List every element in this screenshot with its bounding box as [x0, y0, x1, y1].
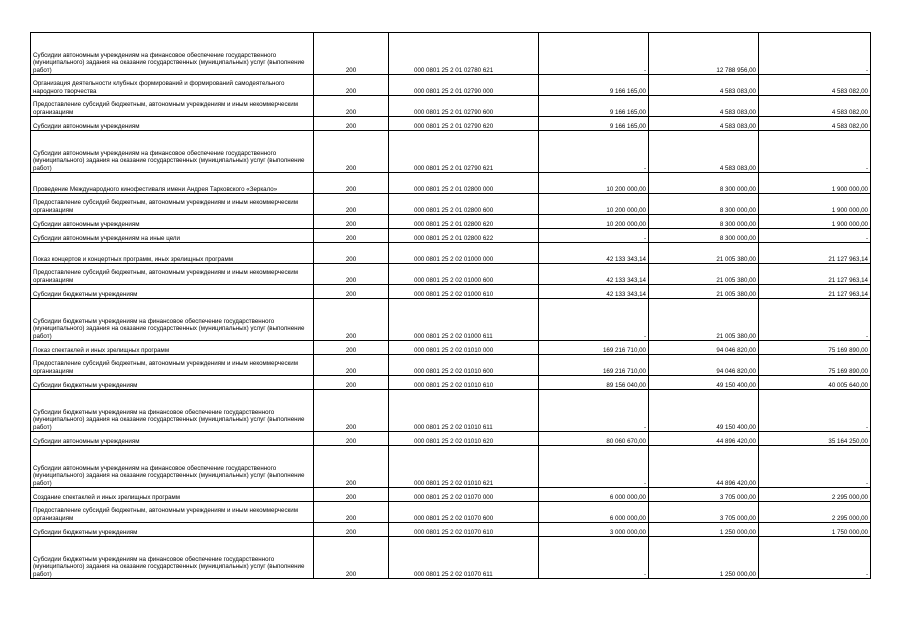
cell-kbk: 000 0801 25 2 02 01000 000: [389, 243, 539, 264]
cell-kbk: 000 0801 25 2 02 01070 000: [389, 488, 539, 502]
cell-amount-3: -: [759, 131, 871, 173]
cell-amount-3: 21 127 963,14: [759, 264, 871, 285]
cell-name: Показ концертов и концертных программ, иных зрелищных программ: [31, 243, 314, 264]
cell-name: Субсидии автономным учреждениям: [31, 215, 314, 229]
table-row: [31, 523, 871, 537]
cell-name: Организация деятельности клубных формирований и формирований самодеятельного народного творчества: [31, 75, 314, 96]
cell-code: 200: [314, 131, 389, 173]
cell-code: 200: [314, 215, 389, 229]
cell-amount-2: 94 046 820,00: [649, 355, 759, 376]
cell-amount-2: 4 583 083,00: [649, 131, 759, 173]
cell-amount-2: 49 150 400,00: [649, 390, 759, 432]
cell-name: Субсидии бюджетным учреждениям: [31, 285, 314, 299]
cell-amount-2: 94 046 820,00: [649, 341, 759, 355]
cell-amount-1: 9 166 165,00: [539, 96, 649, 117]
cell-code: 200: [314, 33, 389, 75]
cell-name: Субсидии автономным учреждениям: [31, 432, 314, 446]
cell-amount-1: 89 156 040,00: [539, 376, 649, 390]
cell-code: 200: [314, 194, 389, 215]
cell-amount-1: 10 200 000,00: [539, 173, 649, 194]
cell-amount-3: -: [759, 33, 871, 75]
cell-code: 200: [314, 432, 389, 446]
cell-amount-3: 1 900 000,00: [759, 194, 871, 215]
cell-code: 200: [314, 75, 389, 96]
cell-amount-1: 169 216 710,00: [539, 341, 649, 355]
cell-kbk: 000 0801 25 2 02 01070 611: [389, 537, 539, 579]
cell-amount-3: 75 169 890,00: [759, 341, 871, 355]
cell-amount-2: 3 705 000,00: [649, 502, 759, 523]
cell-amount-2: 8 300 000,00: [649, 173, 759, 194]
cell-code: 200: [314, 96, 389, 117]
table-row: [31, 131, 871, 173]
cell-name: Предоставление субсидий бюджетным, автономным учреждениям и иным некоммерческим организациям: [31, 264, 314, 285]
cell-kbk: 000 0801 25 2 02 01000 610: [389, 285, 539, 299]
cell-amount-3: 1 900 000,00: [759, 173, 871, 194]
cell-amount-1: -: [539, 229, 649, 243]
cell-amount-3: -: [759, 390, 871, 432]
budget-table-body: [31, 33, 871, 579]
cell-amount-3: 35 164 250,00: [759, 432, 871, 446]
cell-amount-2: 8 300 000,00: [649, 229, 759, 243]
cell-amount-1: -: [539, 446, 649, 488]
cell-code: 200: [314, 341, 389, 355]
cell-amount-2: 21 005 380,00: [649, 243, 759, 264]
table-row: [31, 117, 871, 131]
cell-amount-3: 1 750 000,00: [759, 523, 871, 537]
cell-kbk: 000 0801 25 2 02 01070 610: [389, 523, 539, 537]
cell-amount-3: 21 127 963,14: [759, 285, 871, 299]
cell-amount-3: 4 583 082,00: [759, 117, 871, 131]
cell-kbk: 000 0801 25 2 02 01010 620: [389, 432, 539, 446]
cell-name: Предоставление субсидий бюджетным, автономным учреждениям и иным некоммерческим организациям: [31, 96, 314, 117]
table-row: [31, 341, 871, 355]
cell-amount-2: 21 005 380,00: [649, 264, 759, 285]
cell-amount-3: 75 169 890,00: [759, 355, 871, 376]
cell-amount-3: 21 127 963,14: [759, 243, 871, 264]
cell-amount-1: 10 200 000,00: [539, 215, 649, 229]
cell-kbk: 000 0801 25 2 02 01010 000: [389, 341, 539, 355]
table-row: [31, 537, 871, 579]
cell-code: 200: [314, 229, 389, 243]
cell-amount-1: 80 060 670,00: [539, 432, 649, 446]
cell-amount-3: 2 295 000,00: [759, 502, 871, 523]
cell-amount-3: 1 900 000,00: [759, 215, 871, 229]
cell-amount-1: -: [539, 537, 649, 579]
table-row: [31, 355, 871, 376]
cell-code: 200: [314, 390, 389, 432]
cell-kbk: 000 0801 25 2 01 02790 620: [389, 117, 539, 131]
table-row: [31, 96, 871, 117]
cell-amount-1: 6 000 000,00: [539, 488, 649, 502]
cell-amount-2: 8 300 000,00: [649, 194, 759, 215]
cell-name: Субсидии автономным учреждениям на финансовое обеспечение государственного (муниципального) задания на оказание государственных (муниципальных) услуг (выполнение работ): [31, 33, 314, 75]
cell-name: Субсидии автономным учреждениям на финансовое обеспечение государственного (муниципального) задания на оказание государственных (муниципальных) услуг (выполнение работ): [31, 131, 314, 173]
cell-amount-1: 9 166 165,00: [539, 117, 649, 131]
budget-table: [30, 32, 871, 579]
cell-amount-2: 3 705 000,00: [649, 488, 759, 502]
cell-amount-1: -: [539, 390, 649, 432]
cell-kbk: 000 0801 25 2 01 02800 000: [389, 173, 539, 194]
table-row: [31, 432, 871, 446]
table-row: [31, 502, 871, 523]
cell-amount-2: 21 005 380,00: [649, 299, 759, 341]
cell-code: 200: [314, 376, 389, 390]
cell-amount-3: 2 295 000,00: [759, 488, 871, 502]
cell-amount-1: 169 216 710,00: [539, 355, 649, 376]
cell-kbk: 000 0801 25 2 02 01010 621: [389, 446, 539, 488]
table-row: [31, 264, 871, 285]
table-row: [31, 33, 871, 75]
cell-amount-1: 10 200 000,00: [539, 194, 649, 215]
cell-amount-3: -: [759, 229, 871, 243]
table-row: [31, 75, 871, 96]
table-row: [31, 215, 871, 229]
cell-kbk: 000 0801 25 2 01 02790 621: [389, 131, 539, 173]
cell-name: Субсидии автономным учреждениям на финансовое обеспечение государственного (муниципального) задания на оказание государственных (муниципальных) услуг (выполнение работ): [31, 446, 314, 488]
cell-kbk: 000 0801 25 2 01 02780 621: [389, 33, 539, 75]
cell-code: 200: [314, 285, 389, 299]
cell-kbk: 000 0801 25 2 01 02800 600: [389, 194, 539, 215]
cell-amount-1: 6 000 000,00: [539, 502, 649, 523]
cell-code: 200: [314, 446, 389, 488]
cell-amount-2: 1 250 000,00: [649, 537, 759, 579]
table-row: [31, 173, 871, 194]
cell-code: 200: [314, 355, 389, 376]
table-row: [31, 488, 871, 502]
cell-amount-1: -: [539, 33, 649, 75]
cell-kbk: 000 0801 25 2 01 02790 000: [389, 75, 539, 96]
cell-amount-3: -: [759, 537, 871, 579]
cell-kbk: 000 0801 25 2 01 02800 620: [389, 215, 539, 229]
cell-amount-2: 49 150 400,00: [649, 376, 759, 390]
table-row: [31, 229, 871, 243]
cell-amount-2: 21 005 380,00: [649, 285, 759, 299]
cell-amount-2: 4 583 083,00: [649, 75, 759, 96]
cell-name: Субсидии бюджетным учреждениям на финансовое обеспечение государственного (муниципального) задания на оказание государственных (муниципальных) услуг (выполнение работ): [31, 537, 314, 579]
cell-amount-1: -: [539, 131, 649, 173]
cell-amount-3: -: [759, 446, 871, 488]
table-row: [31, 376, 871, 390]
cell-kbk: 000 0801 25 2 01 02800 622: [389, 229, 539, 243]
cell-kbk: 000 0801 25 2 01 02790 600: [389, 96, 539, 117]
cell-code: 200: [314, 502, 389, 523]
cell-amount-1: 42 133 343,14: [539, 243, 649, 264]
cell-amount-1: 42 133 343,14: [539, 285, 649, 299]
cell-name: Субсидии автономным учреждениям: [31, 117, 314, 131]
table-row: [31, 446, 871, 488]
cell-kbk: 000 0801 25 2 02 01010 600: [389, 355, 539, 376]
table-row: [31, 285, 871, 299]
cell-name: Предоставление субсидий бюджетным, автономным учреждениям и иным некоммерческим организациям: [31, 355, 314, 376]
cell-amount-3: 4 583 082,00: [759, 96, 871, 117]
cell-amount-1: -: [539, 299, 649, 341]
cell-code: 200: [314, 173, 389, 194]
cell-code: 200: [314, 243, 389, 264]
cell-code: 200: [314, 264, 389, 285]
cell-kbk: 000 0801 25 2 02 01010 610: [389, 376, 539, 390]
cell-code: 200: [314, 523, 389, 537]
cell-name: Создание спектаклей и иных зрелищных программ: [31, 488, 314, 502]
table-row: [31, 194, 871, 215]
cell-name: Проведение Международного кинофестиваля имени Андрея Тарковского «Зеркало»: [31, 173, 314, 194]
cell-amount-3: -: [759, 299, 871, 341]
table-row: [31, 243, 871, 264]
cell-name: Предоставление субсидий бюджетным, автономным учреждениям и иным некоммерческим организациям: [31, 502, 314, 523]
cell-name: Субсидии бюджетным учреждениям: [31, 523, 314, 537]
cell-code: 200: [314, 299, 389, 341]
cell-kbk: 000 0801 25 2 02 01010 611: [389, 390, 539, 432]
cell-code: 200: [314, 537, 389, 579]
cell-kbk: 000 0801 25 2 02 01000 600: [389, 264, 539, 285]
cell-name: Показ спектаклей и иных зрелищных программ: [31, 341, 314, 355]
cell-amount-2: 44 896 420,00: [649, 446, 759, 488]
cell-amount-2: 1 250 000,00: [649, 523, 759, 537]
cell-name: Субсидии бюджетным учреждениям: [31, 376, 314, 390]
cell-amount-2: 4 583 083,00: [649, 96, 759, 117]
cell-amount-2: 4 583 083,00: [649, 117, 759, 131]
cell-amount-3: 4 583 082,00: [759, 75, 871, 96]
table-row: [31, 390, 871, 432]
cell-name: Субсидии бюджетным учреждениям на финансовое обеспечение государственного (муниципального) задания на оказание государственных (муниципальных) услуг (выполнение работ): [31, 299, 314, 341]
cell-amount-3: 40 005 640,00: [759, 376, 871, 390]
cell-amount-1: 3 000 000,00: [539, 523, 649, 537]
cell-kbk: 000 0801 25 2 02 01070 600: [389, 502, 539, 523]
cell-amount-1: 42 133 343,14: [539, 264, 649, 285]
cell-name: Субсидии автономным учреждениям на иные цели: [31, 229, 314, 243]
cell-amount-1: 9 166 165,00: [539, 75, 649, 96]
cell-amount-2: 8 300 000,00: [649, 215, 759, 229]
cell-amount-2: 12 788 956,00: [649, 33, 759, 75]
cell-amount-2: 44 896 420,00: [649, 432, 759, 446]
cell-code: 200: [314, 488, 389, 502]
cell-name: Предоставление субсидий бюджетным, автономным учреждениям и иным некоммерческим организациям: [31, 194, 314, 215]
cell-kbk: 000 0801 25 2 02 01000 611: [389, 299, 539, 341]
table-row: [31, 299, 871, 341]
cell-code: 200: [314, 117, 389, 131]
cell-name: Субсидии бюджетным учреждениям на финансовое обеспечение государственного (муниципального) задания на оказание государственных (муниципальных) услуг (выполнение работ): [31, 390, 314, 432]
